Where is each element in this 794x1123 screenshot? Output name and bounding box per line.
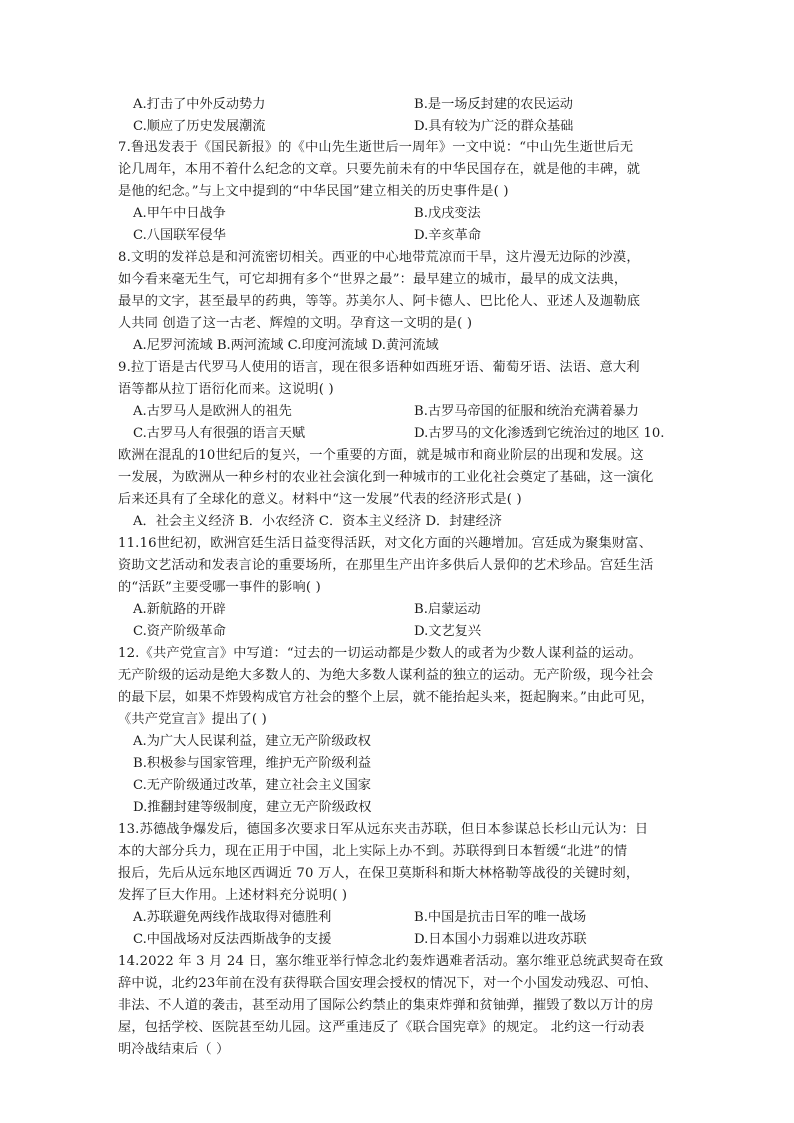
q8-stem-line: 8.文明的发祥总是和河流密切相关。西亚的中心地带荒凉而干旱，这片漫无边际的沙漠，: [118, 250, 640, 265]
q7-option-c: C.八国联军侵华: [133, 228, 226, 243]
q7-stem-line: 7.鲁迅发表于《国民新报》的《中山先生逝世后一周年》一文中说：“中山先生逝世后无: [118, 140, 634, 155]
q8-stem-line: 如今看来毫无生气，可它却拥有多个“世界之最”：最早建立的城市，最早的成文法典，: [118, 272, 628, 287]
q12-stem-line: 《共产党宣言》提出了( ): [118, 712, 267, 727]
q9-stem-line: 9.拉丁语是古代罗马人使用的语言，现在很多语种如西班牙语、葡萄牙语、法语、意大利: [118, 360, 640, 375]
q9-stem-line: 语等都从拉丁语衍化而来。这说明( ): [118, 382, 334, 397]
q8-stem-line: 最早的文字，甚至最早的药典，等等。苏美尔人、阿卡德人、巴比伦人、亚述人及迦勒底: [118, 294, 641, 309]
q13-option-d: D.日本国小力弱难以进攻苏联: [414, 932, 587, 947]
q11-stem-line: 11.16世纪初，欧洲宫廷生活日益变得活跃，对文化方面的兴趣增加。宫廷成为聚集财富、: [118, 536, 653, 551]
q13-option-c: C.中国战场对反法西斯战争的支援: [133, 932, 332, 947]
q6-option-b: B.是一场反封建的农民运动: [414, 97, 573, 112]
q11-option-b: B.启蒙运动: [414, 602, 481, 617]
q8-options: A.尼罗河流域 B.两河流域 C.印度河流域 D.黄河流域: [133, 338, 439, 353]
q10-options: A．社会主义经济 B．小农经济 C．资本主义经济 D．封建经济: [133, 514, 502, 529]
q14-stem-line: 明冷战结束后（ ）: [118, 1042, 230, 1057]
q12-stem-line: 的最下层，如果不炸毁构成官方社会的整个上层，就不能抬起头来，挺起胸来。”由此可见，: [118, 690, 654, 705]
q7-stem-line: 论几周年，本用不着什么纪念的文章。只要先前未有的中华民国存在，就是他的丰碑，就: [118, 162, 641, 177]
q13-stem-line: 报后，先后从远东地区西调近 70 万人，在保卫莫斯科和斯大林格勒等战役的关键时刻，: [118, 866, 640, 881]
q12-stem-line: 无产阶级的运动是绝大多数人的、为绝大多数人谋利益的独立的运动。无产阶级，现今社会: [118, 668, 654, 683]
q12-option-a: A.为广大人民谋利益，建立无产阶级政权: [133, 734, 371, 749]
q8-stem-line: 人共同 创造了这一古老、辉煌的文明。孕育这一文明的是( ): [118, 316, 473, 331]
q7-option-d: D.辛亥革命: [414, 228, 482, 243]
q9-option-c: C.古罗马人有很强的语言天赋: [133, 426, 306, 441]
q11-option-d: D.文艺复兴: [414, 624, 482, 639]
q11-stem-line: 的“活跃”主要受哪一事件的影响( ): [118, 580, 322, 595]
q7-stem-line: 是他的纪念。”与上文中提到的“中华民国”建立相关的历史事件是( ): [118, 184, 509, 199]
q14-stem-line: 非法、不人道的袭击，甚至动用了国际公约禁止的集束炸弹和贫铀弹，摧毁了数以万计的房: [118, 998, 654, 1013]
q9-option-b: B.古罗马帝国的征服和统治充满着暴力: [414, 404, 639, 419]
q13-option-a: A.苏联避免两线作战取得对德胜利: [133, 910, 332, 925]
q6-option-c: C.顺应了历史发展潮流: [133, 119, 266, 134]
q9-option-d: D.古罗马的文化渗透到它统治过的地区 10.: [414, 426, 665, 441]
q13-stem-line: 发挥了巨大作用。上述材料充分说明( ): [118, 888, 348, 903]
q6-option-d: D.具有较为广泛的群众基础: [414, 119, 574, 134]
q7-option-a: A.甲午中日战争: [133, 206, 226, 221]
q10-stem-line: 后来还具有了全球化的意义。材料中“这一发展”代表的经济形式是( ): [118, 492, 522, 507]
q13-option-b: B.中国是抗击日军的唯一战场: [414, 910, 587, 925]
q12-option-d: D.推翻封建等级制度，建立无产阶级政权: [133, 800, 372, 815]
q13-stem-line: 本的大部分兵力，现在正用于中国，北上实际上办不到。苏联得到日本暂缓“北进”的情: [118, 844, 628, 859]
q13-stem-line: 13.苏德战争爆发后，德国多次要求日军从远东夹击苏联，但日本参谋总长杉山元认为：日: [118, 822, 649, 837]
q10-stem-line: 欧洲在混乱的10世纪后的复兴，一个重要的方面，就是城市和商业阶层的出现和发展。这: [118, 448, 644, 463]
q9-option-a: A.古罗马人是欧洲人的祖先: [133, 404, 292, 419]
q14-stem-line: 辞中说，北约23年前在没有获得联合国安理会授权的情况下，对一个小国发动残忍、可怕、: [118, 976, 658, 991]
q7-option-b: B.戊戌变法: [414, 206, 481, 221]
q14-stem-line: 14.2022 年 3 月 24 日，塞尔维亚举行悼念北约轰炸遇难者活动。塞尔维亚总统武契奇在致: [118, 954, 664, 969]
q6-option-a: A.打击了中外反动势力: [133, 97, 266, 112]
q12-option-b: B.积极参与国家管理，维护无产阶级利益: [133, 756, 372, 771]
q10-stem-line: 一发展，为欧洲从一种乡村的农业社会演化到一种城市的工业化社会奠定了基础，这一演化: [118, 470, 654, 485]
q12-stem-line: 12.《共产党宣言》中写道：“过去的一切运动都是少数人的或者为少数人谋利益的运动。: [118, 646, 642, 661]
q14-stem-line: 屋，包括学校、医院甚至幼儿园。这严重违反了《联合国宪章》的规定。 北约这一行动表: [118, 1020, 645, 1035]
q12-option-c: C.无产阶级通过改革，建立社会主义国家: [133, 778, 371, 793]
q11-stem-line: 资助文艺活动和发表言论的重要场所，在那里生产出许多供后人景仰的艺术珍品。宫廷生活: [118, 558, 654, 573]
q11-option-a: A.新航路的开辟: [133, 602, 226, 617]
q11-option-c: C.资产阶级革命: [133, 624, 226, 639]
